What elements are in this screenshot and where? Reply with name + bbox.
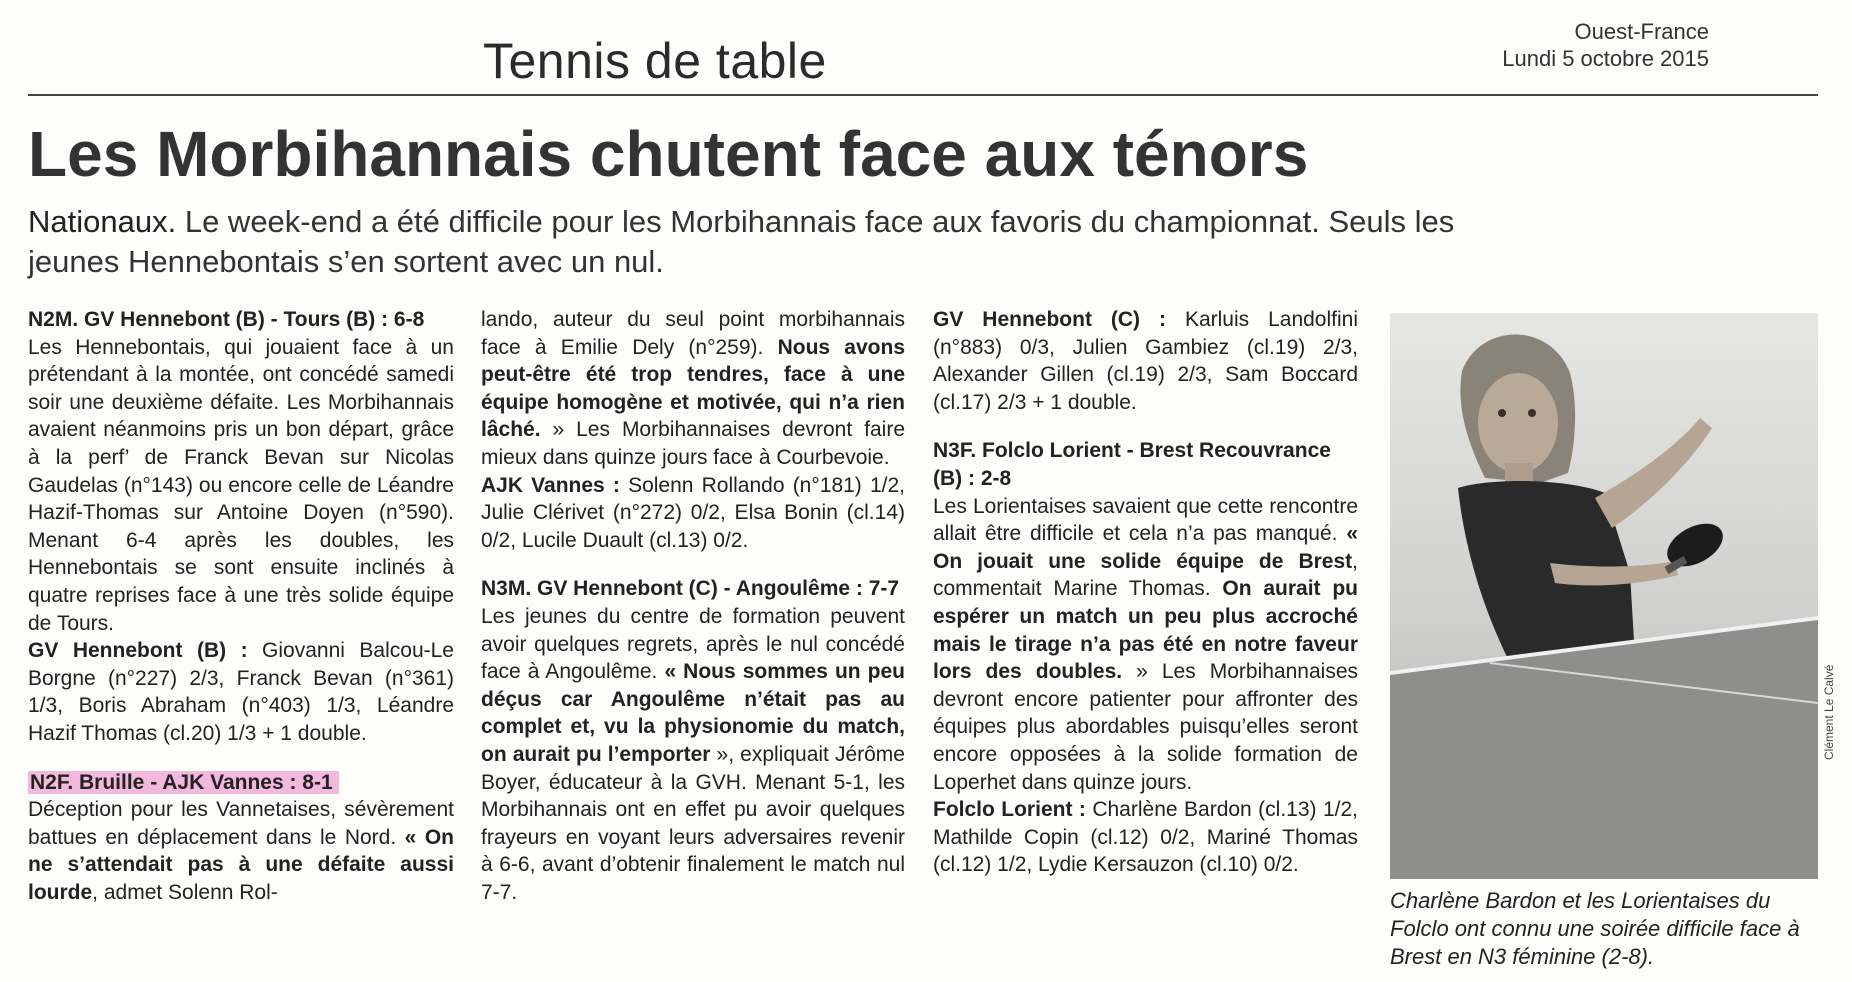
match-heading-n2f <box>28 769 454 797</box>
report-text: Les jeunes du centre de formation peuvent avoir quelques regrets, après le nul concédé face à Angoulême. <box>481 604 905 684</box>
report-quote: Nous avons peut-être été trop tendres, face à une équipe homogène et motivée, qui n’a rien lâché. <box>481 335 906 442</box>
article-standfirst <box>28 202 1478 282</box>
team-name: AJK Vannes : <box>481 473 620 497</box>
lineup-n2m <box>28 637 454 747</box>
report-quote: « Nous sommes un peu déçus car Angoulême n’était pas au complet et, vu la physionomie du match, on aurait pu l’emporter <box>481 660 906 766</box>
masthead-info <box>1502 18 1709 72</box>
photo-credit: Clément Le Calvé <box>1822 664 1836 760</box>
match-heading-n3f: N3F. Folclo Lorient - Brest Recouvrance (B) : 2-8 <box>933 439 1331 490</box>
standfirst-lead: Nationaux. <box>28 204 177 239</box>
match-report-n3m <box>481 603 905 907</box>
article-column-3 <box>933 306 1358 879</box>
lineup-n3f <box>933 796 1358 879</box>
article-headline: Les Morbihannais chutent face aux ténors <box>28 118 1309 190</box>
publication-date: Lundi 5 octobre 2015 <box>1502 46 1709 71</box>
publication-name: Ouest-France <box>1574 19 1709 44</box>
report-quote: « On ne s’attendait pas à une défaite aussi lourde <box>28 825 455 904</box>
match-report-n3f <box>933 493 1358 797</box>
photo-illustration <box>1390 313 1818 879</box>
player-results: Charlène Bardon (cl.13) 1/2, Mathilde Copin (cl.12) 0/2, Mariné Thomas (cl.12) 1/2, Lydie Kersauzon (cl.10) 0/2. <box>933 798 1358 877</box>
report-text: lando, auteur du seul point morbihannais face à Emilie Dely (n°259). <box>481 308 905 359</box>
team-name: GV Hennebont (B) : <box>28 639 248 663</box>
player-results: Karluis Landolfini (n°883) 0/3, Julien Gambiez (cl.19) 2/3, Alexander Gillen (cl.19) 2/3, Sam Boccard (cl.17) 2/3 + 1 double. <box>933 308 1358 414</box>
report-text-after: , admet Solenn Rol- <box>92 880 278 904</box>
match-heading-n2m: N2M. GV Hennebont (B) - Tours (B) : 6-8 <box>28 308 425 331</box>
match-report-n2f-cont <box>481 306 905 472</box>
report-text: Les Lorientaises savaient que cette rencontre allait être difficile et cela n’a pas manqué. <box>933 494 1358 546</box>
report-text-after: », expliquait Jérôme Boyer, éducateur à la GVH. Menant 5-1, les Morbihannais ont en effet pu avoir quelques frayeurs en voyant leurs adversaires revenir à 6-6, avant d’obtenir finalement le match nul 7-7. <box>481 742 905 904</box>
highlighted-heading: N2F. Bruille - AJK Vannes : 8-1 <box>28 771 339 794</box>
report-text: Déception pour les Vannetaises, sévèrement battues en déplacement dans le Nord. <box>28 798 454 849</box>
report-quote: « On jouait une solide équipe de Brest <box>933 522 1358 573</box>
player-results: Solenn Rollando (n°181) 1/2, Julie Clérivet (n°272) 0/2, Elsa Bonin (cl.14) 0/2, Lucile Duault (cl.13) 0/2. <box>481 473 905 552</box>
standfirst-text: Le week-end a été difficile pour les Morbihannais face aux favoris du championnat. Seuls les jeunes Hennebontais s’en sortent avec un nul. <box>28 204 1455 279</box>
lineup-n2f <box>481 472 905 555</box>
player-results: Giovanni Balcou-Le Borgne (n°227) 2/3, Franck Bevan (n°361) 1/3, Boris Abraham (n°403) 1/3, Léandre Hazif Thomas (cl.20) 1/3 + 1 double. <box>28 639 454 745</box>
header-divider <box>28 94 1818 96</box>
report-text-mid: , commentait Marine Thomas. <box>933 549 1358 601</box>
match-heading-n3m: N3M. GV Hennebont (C) - Angoulême : 7-7 <box>481 577 900 601</box>
report-text-after: » Les Morbihannaises devront faire mieux dans quinze jours face à Courbevoie. <box>481 418 905 469</box>
lineup-n3m <box>933 306 1358 416</box>
player-photo <box>1390 313 1818 879</box>
match-report-n2m: Les Hennebontais, qui jouaient face à un prétendant à la montée, ont concédé samedi soir une deuxième défaite. Les Morbihannais avaient néanmoins pris un bon départ, grâce à la perf’ de Franck Bevan sur Nicolas Gaudelas (n°143) ou encore celle de Léandre Hazif-Thomas sur Antoine Doyen (n°590). Menant 6-4 après les doubles, les Hennebontais se sont ensuite inclinés à quatre reprises face à une très solide équipe de Tours. <box>28 335 454 635</box>
match-report-n2f <box>28 796 454 906</box>
team-name: Folclo Lorient : <box>933 798 1086 822</box>
team-name: GV Hennebont (C) : <box>933 308 1166 331</box>
article-column-2 <box>481 306 905 906</box>
report-quote-2: On aurait pu espérer un match un peu plus accroché mais le tirage n’a pas été en notre faveur lors des doubles. <box>933 577 1358 684</box>
report-text-after: » Les Morbihannaises devront encore patienter pour affronter des équipes plus abordables puisqu’elles seront encore opposées à la solide formation de Loperhet dans quinze jours. <box>933 660 1358 794</box>
article-column-1 <box>28 306 454 906</box>
section-rubric: Tennis de table <box>483 33 827 89</box>
photo-caption: Charlène Bardon et les Lorientaises du Folclo ont connu une soirée difficile face à Brest en N3 féminine (2-8). <box>1390 888 1800 969</box>
